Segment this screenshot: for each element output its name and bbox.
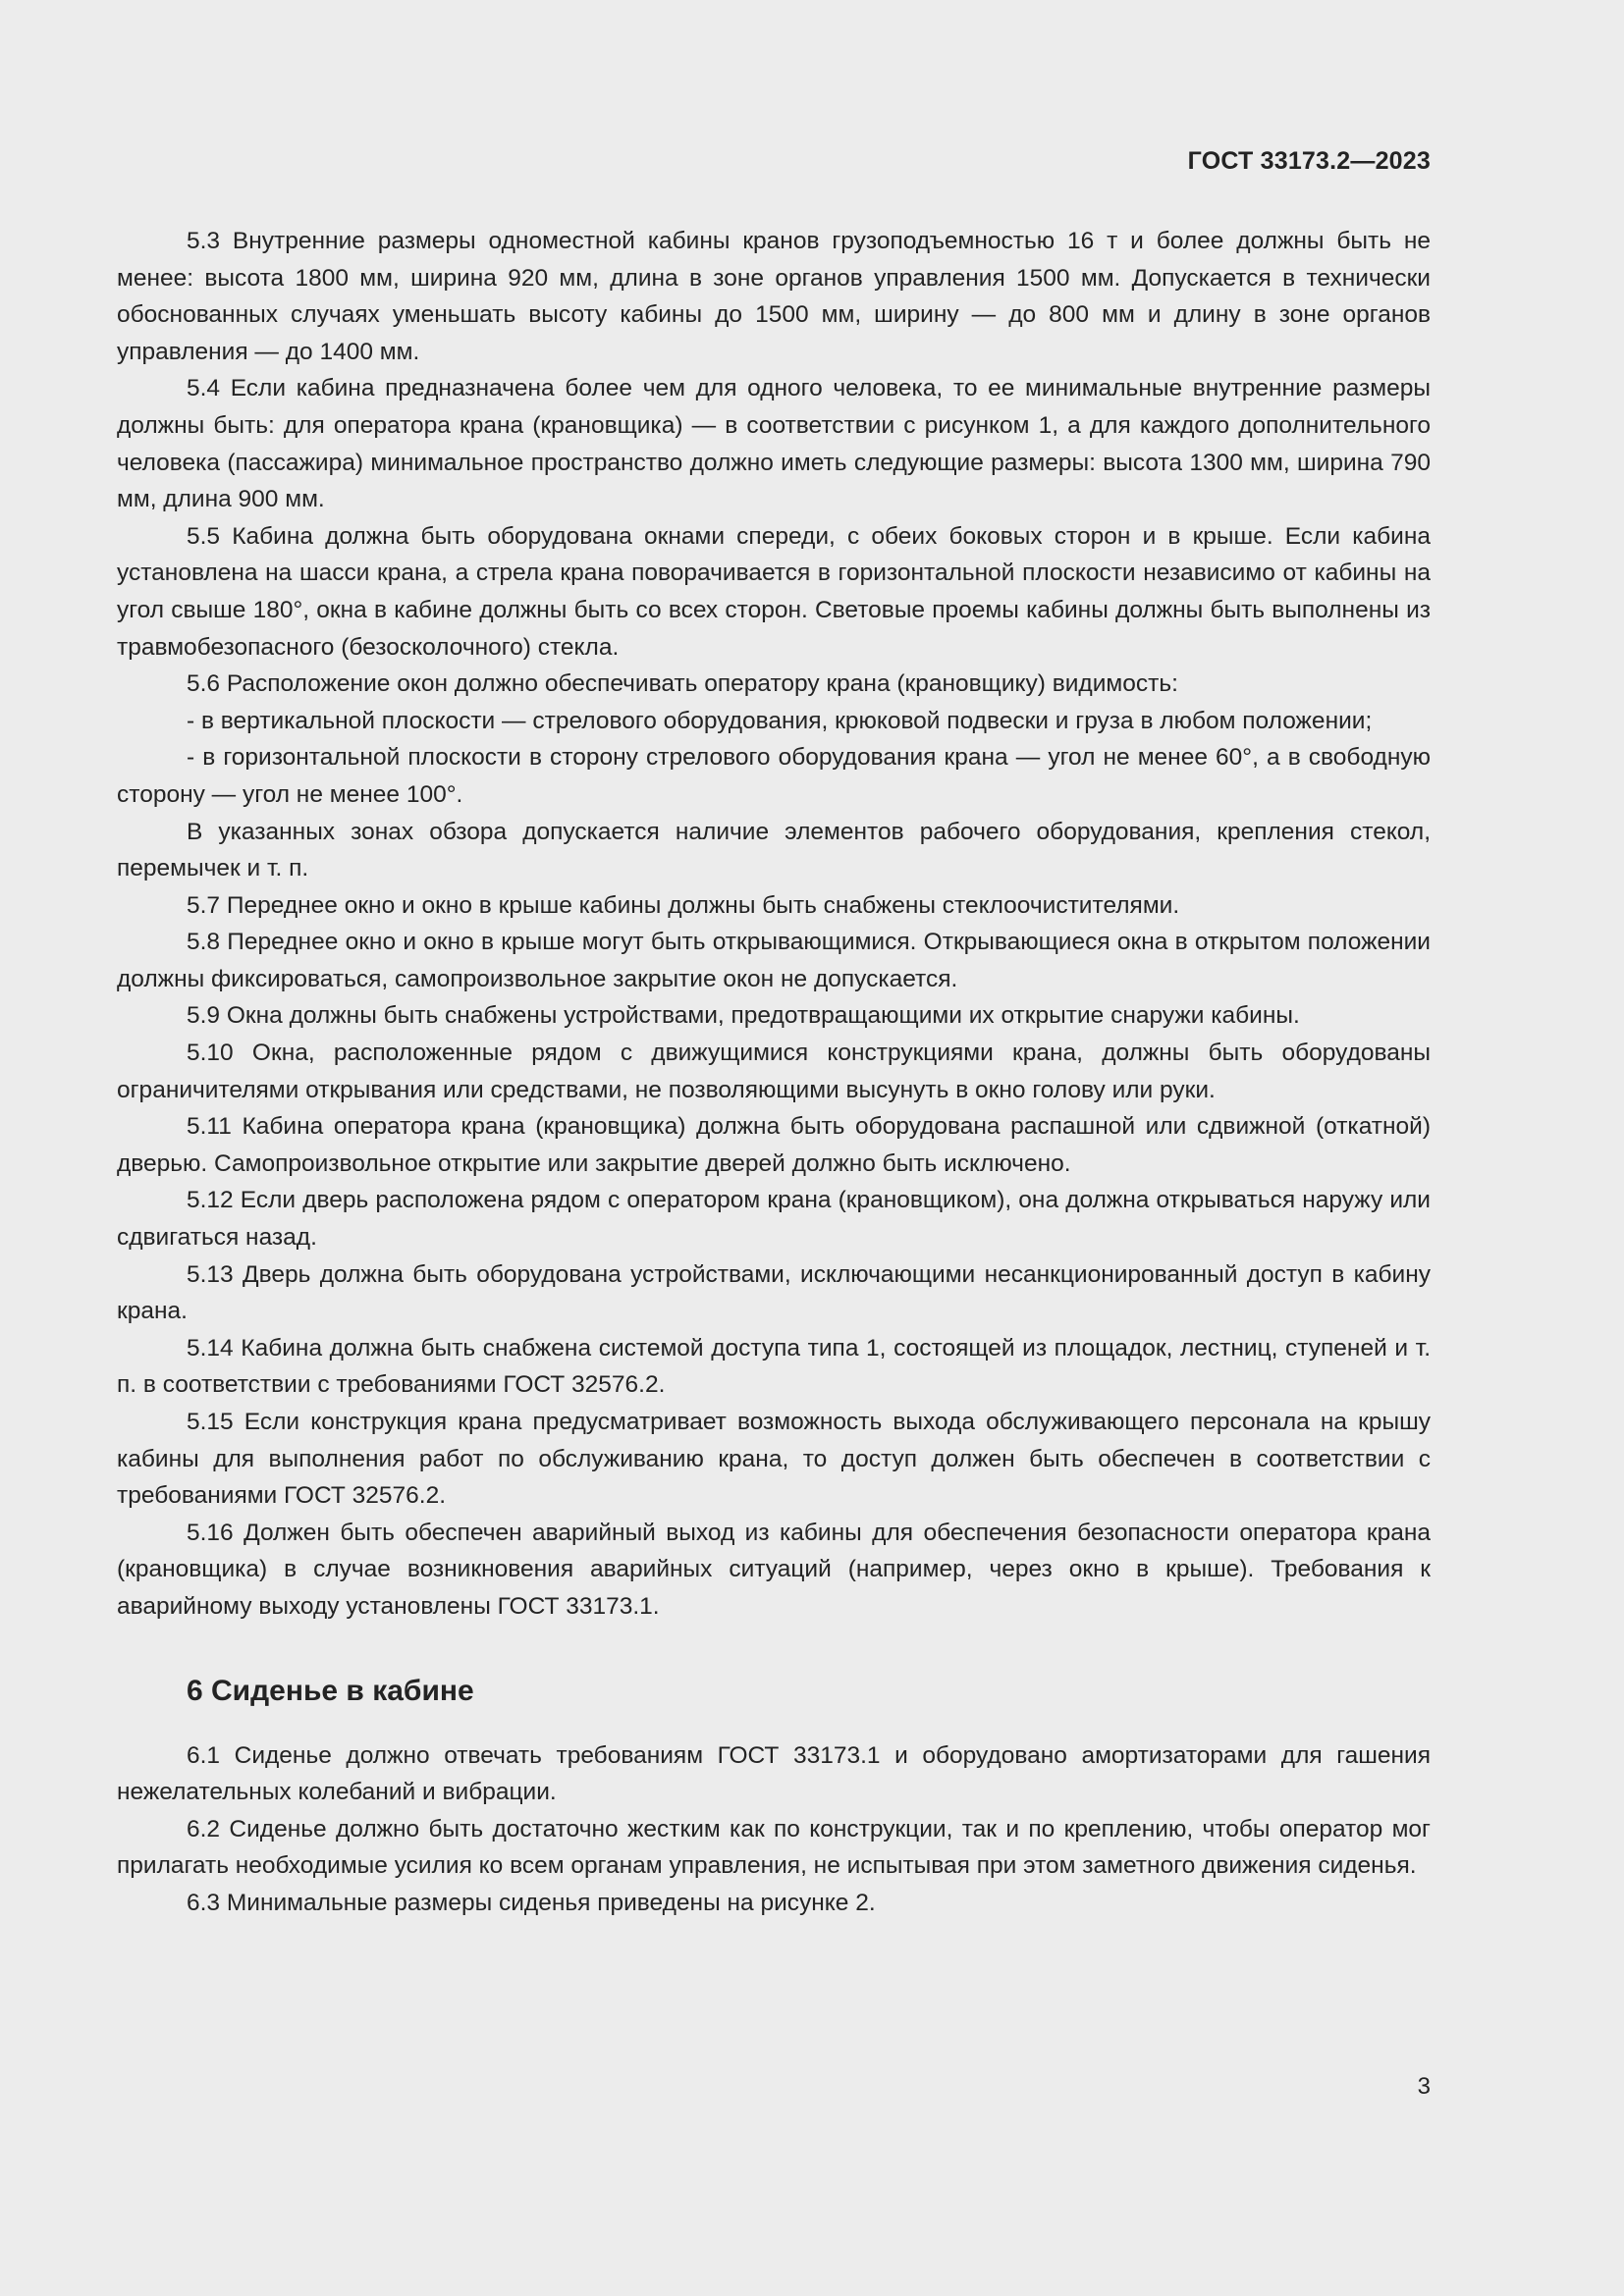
paragraph-6-1: 6.1 Сиденье должно отвечать требованиям ГОСТ 33173.1 и оборудовано амортизаторами для гашения нежелательных колебаний и вибрации. xyxy=(117,1741,1431,1806)
paragraph-5-9: 5.9 Окна должны быть снабжены устройствами, предотвращающими их открытие снаружи кабины. xyxy=(187,1002,1300,1030)
paragraph-5-11: 5.11 Кабина оператора крана (крановщика) должна быть оборудована распашной или сдвижной (откатной) дверью. Самопроизвольное открытие или закрытие дверей должно быть исключено. xyxy=(117,1113,1431,1177)
paragraph-5-16: 5.16 Должен быть обеспечен аварийный выход из кабины для обеспечения безопасности оператора крана (крановщика) в случае возникновения аварийных ситуаций (например, через окно в крыше). Требования к аварийному выходу установлены ГОСТ 33173.1. xyxy=(117,1519,1431,1620)
section-6-title: 6 Сиденье в кабине xyxy=(187,1674,474,1707)
list-item-horizontal-view: - в горизонтальной плоскости в сторону стрелового оборудования крана — угол не менее 60°, а в свободную сторону — угол не менее 100°. xyxy=(117,744,1431,808)
paragraph-5-13: 5.13 Дверь должна быть оборудована устройствами, исключающими несанкционированный доступ в кабину крана. xyxy=(117,1260,1431,1325)
paragraph-5-14: 5.14 Кабина должна быть снабжена системой доступа типа 1, состоящей из площадок, лестниц, ступеней и т. п. в соответствии с требованиями ГОСТ 32576.2. xyxy=(117,1334,1431,1399)
paragraph-5-10: 5.10 Окна, расположенные рядом с движущимися конструкциями крана, должны быть оборудованы ограничителями открывания или средствами, не позволяющими высунуть в окно голову или руки. xyxy=(117,1040,1431,1103)
document-body xyxy=(117,223,1431,1922)
page-number: 3 xyxy=(1417,2073,1431,2100)
paragraph-5-8: 5.8 Переднее окно и окно в крыше могут быть открывающимися. Открывающиеся окна в открытом положении должны фиксироваться, самопроизвольное закрытие окон не допускается. xyxy=(117,929,1431,992)
paragraph-5-4: 5.4 Если кабина предназначена более чем для одного человека, то ее минимальные внутренние размеры должны быть: для оператора крана (крановщика) — в соответствии с рисунком 1, а для каждого дополнительного человека (пассажира) минимальное пространство должно иметь следующие размеры: высота 1300 мм, ширина 790 мм, длина 900 мм. xyxy=(117,375,1431,513)
paragraph-view-zones: В указанных зонах обзора допускается наличие элементов рабочего оборудования, крепления стекол, перемычек и т. п. xyxy=(117,818,1431,882)
paragraph-5-5: 5.5 Кабина должна быть оборудована окнами спереди, с обеих боковых сторон и в крыше. Если кабина установлена на шасси крана, а стрела крана поворачивается в горизонтальной плоскости независимо от кабины на угол свыше 180°, окна в кабине должны быть со всех сторон. Световые проемы кабины должны быть выполнены из травмобезопасного (безосколочного) стекла. xyxy=(117,522,1431,661)
paragraph-5-7: 5.7 Переднее окно и окно в крыше кабины должны быть снабжены стеклоочистителями. xyxy=(187,891,1180,919)
paragraph-6-3: 6.3 Минимальные размеры сиденья приведены на рисунке 2. xyxy=(187,1889,876,1916)
paragraph-5-6: 5.6 Расположение окон должно обеспечивать оператору крана (крановщику) видимость: xyxy=(187,670,1178,698)
document-header-id: ГОСТ 33173.2—2023 xyxy=(1187,147,1431,175)
paragraph-5-15: 5.15 Если конструкция крана предусматривает возможность выхода обслуживающего персонала на крышу кабины для выполнения работ по обслуживанию крана, то доступ должен быть обеспечен в соответствии с требованиями ГОСТ 32576.2. xyxy=(117,1409,1431,1510)
paragraph-5-12: 5.12 Если дверь расположена рядом с оператором крана (крановщиком), она должна открываться наружу или сдвигаться назад. xyxy=(117,1187,1431,1252)
paragraph-6-2: 6.2 Сиденье должно быть достаточно жестким как по конструкции, так и по креплению, чтобы оператор мог прилагать необходимые усилия ко всем органам управления, не испытывая при этом заметного движения сиденья. xyxy=(117,1815,1431,1880)
list-item-vertical-view: - в вертикальной плоскости — стрелового оборудования, крюковой подвески и груза в любом положении; xyxy=(187,707,1373,734)
paragraph-5-3: 5.3 Внутренние размеры одноместной кабины кранов грузоподъемностью 16 т и более должны быть не менее: высота 1800 мм, ширина 920 мм, длина в зоне органов управления 1500 мм. Допускается в технически обоснованных случаях уменьшать высоту кабины до 1500 мм, ширину — до 800 мм и длину в зоне органов управления — до 1400 мм. xyxy=(117,228,1431,365)
